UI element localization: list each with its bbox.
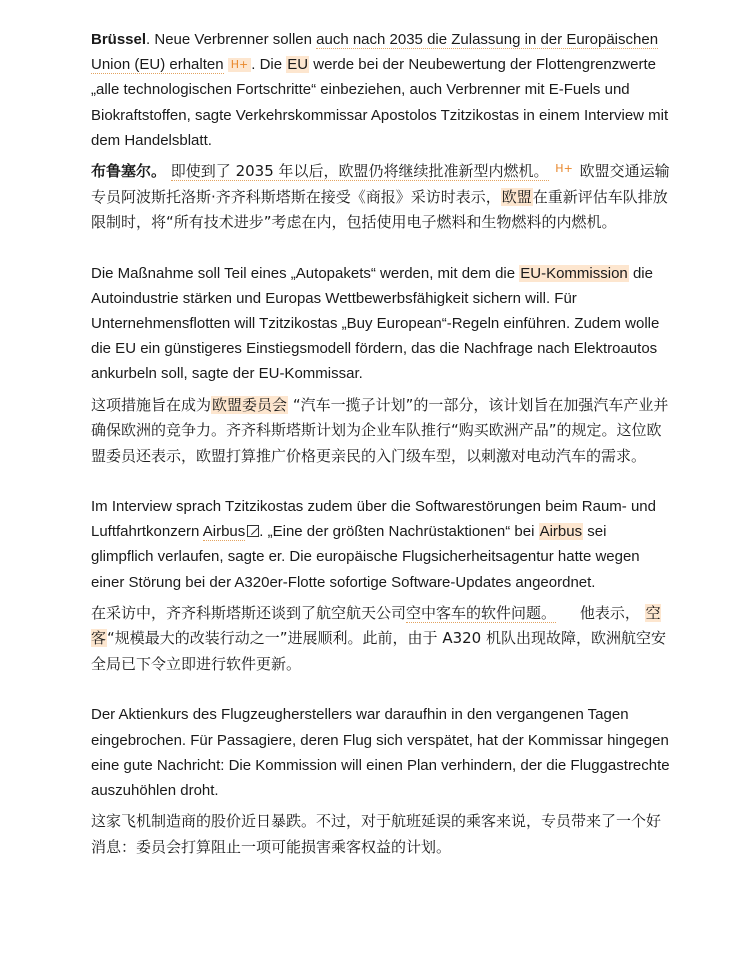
dateline: Brüssel (91, 31, 147, 48)
highlighted-term[interactable]: EU (287, 56, 309, 74)
spacer (91, 677, 671, 702)
article-body (91, 27, 671, 860)
highlighted-term-zh[interactable]: 空客 (91, 603, 661, 648)
external-link-icon[interactable] (247, 525, 259, 537)
spacer (91, 236, 671, 261)
text-span: die Autoindustrie stärken und Europas Wettbewerbsfähigkeit sichern will. Für Unternehmensflotten will Tzitzikostas „Buy European“-Regeln einführen. Zudem wolle die EU ein günstigeres Einstiegsmodell fördern, das die Nachfrage nach Elektroautos ankurbeln soll, sagte der EU-Kommissar. (91, 264, 660, 383)
paragraph-3-german (91, 494, 671, 595)
paragraph-3-chinese (91, 601, 671, 678)
text-span: 欧盟交通运输专员阿波斯托洛斯·齐齐科斯塔斯在接受《商报》采访时表示， (91, 162, 670, 206)
linked-phrase[interactable]: Airbus (202, 523, 246, 541)
spacer (91, 469, 671, 494)
highlighted-term-zh[interactable]: 欧盟 (501, 187, 532, 206)
linked-phrase-zh[interactable]: 空中客车的软件问题。 (406, 603, 557, 622)
text-span: sei glimpflich verlaufen, sagte er. Die europäische Flugsicherheitsagentur hatte wegen einer Störung bei der A320er-Flotte sofortige Software-Updates angeordnet. (91, 523, 640, 591)
paragraph-1-chinese (91, 159, 671, 236)
text-span: Die Maßnahme soll Teil eines „Autopakets“ werden, mit dem die (91, 264, 520, 282)
handelsblatt-plus-icon[interactable]: H+ (228, 58, 252, 72)
linked-phrase-zh[interactable]: 即使到了 2035 年以后，欧盟仍将继续批准新型内燃机。 (170, 162, 549, 181)
handelsblatt-plus-icon-zh[interactable]: H+ (555, 162, 573, 176)
text-span: werde bei der Neubewertung der Flottengrenzwerte „alle technologischen Fortschritte“ einbeziehen, auch Verbrenner mit E-Fuels und Biokraftstoffen, sagte Verkehrskommissar Apostolos Tzitzikostas in einem Interview mit dem Handelsblatt. (91, 56, 669, 149)
text-span: . Neue Verbrenner sollen (146, 31, 317, 48)
text-span: 在重新评估车队排放限制时，将“所有技术进步”考虑在内，包括使用电子燃料和生物燃料的内燃机。 (91, 187, 668, 232)
highlighted-term[interactable]: Airbus (539, 523, 583, 541)
paragraph-4-chinese: 这家飞机制造商的股价近日暴跌。不过，对于航班延误的乘客来说，专员带来了一个好消息：委员会打算阻止一项可能损害乘客权益的计划。 (91, 812, 662, 856)
text-span: . „Eine der größten Nachrüstaktionen“ bei (259, 523, 539, 541)
text-span: Im Interview sprach Tzitzikostas zudem über die Softwarestörungen beim Raum- und Luftfahrtkonzern (91, 498, 656, 541)
text-span: 在采访中，齐齐科斯塔斯还谈到了航空航天公司 (91, 603, 407, 622)
highlighted-term[interactable]: EU-Kommission (520, 264, 628, 282)
dateline-zh: 布鲁塞尔。 (91, 162, 167, 181)
highlighted-term-zh[interactable]: 欧盟委员会 (212, 395, 288, 414)
paragraph-1-german (91, 27, 671, 153)
paragraph-2-chinese (91, 393, 671, 470)
linked-phrase[interactable]: auch nach 2035 die Zulassung in der Europäischen Union (EU) erhalten (91, 31, 659, 74)
paragraph-2-german (91, 261, 671, 387)
paragraph-4-german: Der Aktienkurs des Flugzeugherstellers war daraufhin in den vergangenen Tagen eingebrochen. Für Passagiere, deren Flug sich verspätet, hat der Kommissar hingegen eine gute Nachricht: Die Kommission will einen Plan verhindern, der die Fluggastrechte auszuhöhlen droht. (91, 706, 670, 799)
text-span: 他表示， (579, 603, 640, 622)
text-span: “汽车一揽子计划”的一部分，该计划旨在加强汽车产业并确保欧洲的竞争力。齐齐科斯塔斯计划为企业车队推行“购买欧洲产品”的规定。这位欧盟委员还表示，欧盟打算推广价格更亲民的入门级车型，以刺激对电动汽车的需求。 (91, 395, 669, 465)
text-span: 这项措施旨在成为 (91, 395, 212, 414)
text-span: . Die (251, 56, 287, 74)
text-span: “规模最大的改装行动之一”进展顺利。此前，由于 A320 机队出现故障，欧洲航空安全局已下令立即进行软件更新。 (91, 629, 666, 673)
